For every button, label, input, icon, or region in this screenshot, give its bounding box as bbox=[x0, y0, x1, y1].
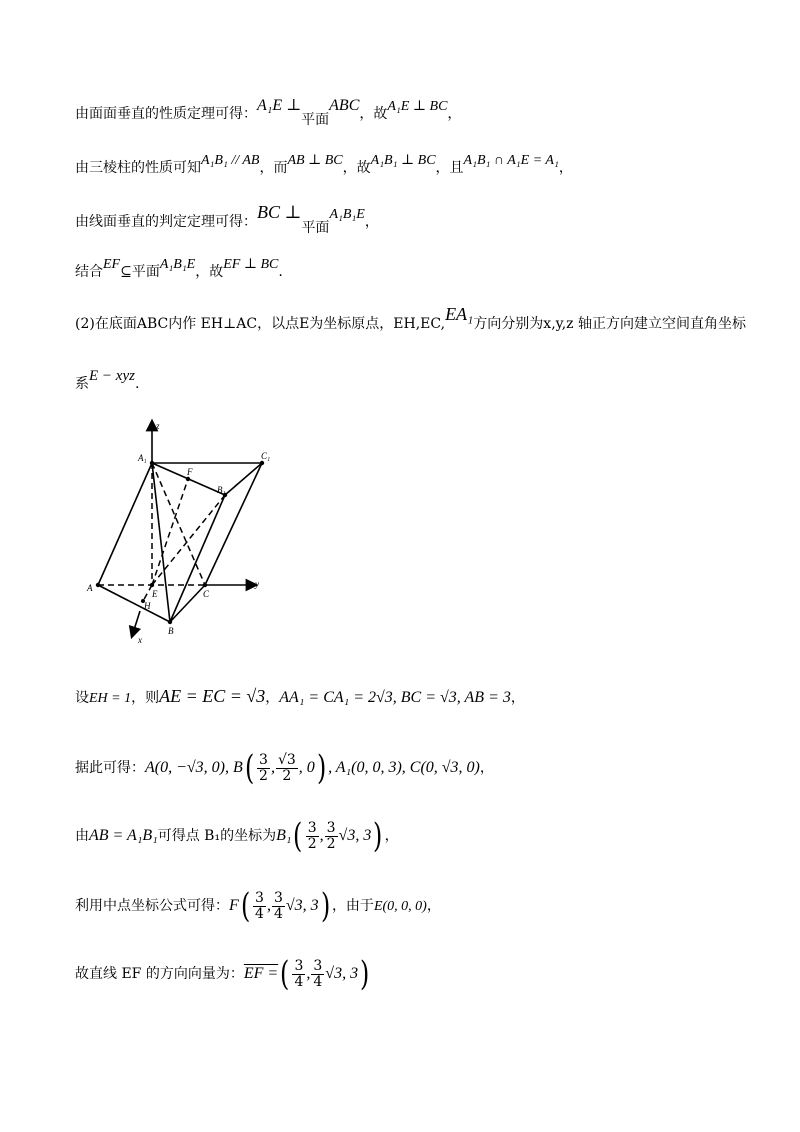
line-2-math-1: A₁B₁ // AB bbox=[201, 153, 260, 168]
line-1-comma: ，故 bbox=[359, 106, 388, 122]
line-8-end: ， bbox=[479, 760, 494, 776]
line-5-tail: 方向分别为x,y,z 轴正方向建立空间直角坐标 bbox=[473, 316, 746, 332]
line-10-math-1: F bbox=[229, 897, 239, 914]
line-6-prefix: 系 bbox=[75, 376, 89, 392]
line-2-prefix: 由三棱柱的性质可知 bbox=[75, 160, 201, 176]
line-11-prefix: 故直线 EF 的方向向量为： bbox=[75, 966, 244, 982]
point-f bbox=[186, 477, 190, 481]
line-5-text: (2)在底面ABC内作 EH⊥AC，以点E为坐标原点，EH,EC, bbox=[75, 316, 446, 332]
line-6-end: . bbox=[134, 376, 140, 392]
text-line-7 bbox=[75, 686, 525, 709]
line-2-end: ， bbox=[558, 160, 573, 176]
line-1-end: ， bbox=[447, 106, 462, 122]
point-a1 bbox=[150, 461, 154, 465]
line-10-prefix: 利用中点坐标公式可得： bbox=[75, 898, 229, 914]
text-line-1 bbox=[75, 97, 462, 128]
line-10-frac-1: $\frac{3}{4}$ bbox=[255, 889, 264, 922]
line-10-math-2: √3, 3 bbox=[285, 897, 319, 914]
line-10-frac-2: $\frac{3}{4}$ bbox=[273, 889, 283, 922]
line-11-math-1: EF = bbox=[243, 965, 279, 982]
point-c1 bbox=[260, 461, 264, 465]
label-c: C bbox=[203, 589, 210, 599]
line-5-math-1: EA₁ bbox=[445, 304, 474, 324]
line-11-math-2: √3, 3 bbox=[325, 965, 359, 982]
line-4-math-1: EF bbox=[103, 257, 121, 272]
line-10-math-3: E(0, 0, 0) bbox=[373, 899, 427, 914]
label-x: x bbox=[138, 635, 142, 645]
text-line-11: 故直线 EF 的方向向量为：EF =( $\frac{3}{4}$ , $\frac{3}{4}$ √3, 3) bbox=[75, 954, 370, 994]
line-2-math-3: A₁B₁ ⊥ BC bbox=[370, 153, 436, 168]
line-3-math-1: BC ⊥ bbox=[257, 202, 302, 222]
line-9-frac-1: $\frac{3}{2}$ bbox=[307, 819, 317, 852]
line-4-math-3: EF ⊥ BC bbox=[223, 257, 279, 272]
line-8-point-a-b: A(0, −√3, 0), B bbox=[145, 759, 243, 776]
line-8-frac-2: $\frac{√3}{2}$ bbox=[277, 751, 296, 784]
label-a1: A₁ bbox=[138, 453, 147, 463]
text-line-5 bbox=[75, 304, 746, 334]
line-2-text-2: ，故 bbox=[342, 160, 371, 176]
point-c bbox=[203, 583, 207, 587]
edge-b1-c1 bbox=[225, 463, 262, 495]
point-a bbox=[96, 583, 100, 587]
label-z: z bbox=[156, 421, 160, 431]
line-9-frac-2: $\frac{3}{2}$ bbox=[326, 819, 336, 852]
line-4-text-2: ，故 bbox=[195, 264, 224, 280]
line-11-frac-1: $\frac{3}{4}$ bbox=[294, 957, 304, 990]
label-b1: B₁ bbox=[217, 485, 226, 495]
point-b bbox=[168, 620, 172, 624]
line-4-math-2: A₁B₁E bbox=[159, 257, 196, 272]
line-9-prefix: 由 bbox=[75, 828, 89, 844]
text-line-9: 由AB = A₁B₁可得点 B₁的坐标为B₁( $\frac{3}{2}$ , $\frac{3}{2}$ √3, 3) ， bbox=[75, 816, 399, 856]
line-1-math-3: A₁E ⊥ BC bbox=[387, 99, 448, 114]
line-9-text-1: 可得点 B₁的坐标为 bbox=[157, 828, 277, 844]
line-9-math-2: B₁ bbox=[276, 827, 292, 844]
line-10-end: ， bbox=[426, 898, 441, 914]
label-y: y bbox=[255, 579, 259, 589]
line-2-math-2: AB ⊥ BC bbox=[287, 153, 343, 168]
line-7-math-3: AA₁ = CA₁ = 2√3 bbox=[279, 689, 393, 706]
line-1-math-2: ABC bbox=[329, 97, 360, 114]
prism-figure bbox=[80, 415, 280, 650]
label-h: H bbox=[144, 601, 151, 611]
line-7-math-4: , BC = √3, AB = 3 bbox=[392, 689, 511, 706]
line-2-math-4: A₁B₁ ∩ A₁E = A₁ bbox=[463, 153, 559, 168]
edge-a-b bbox=[98, 585, 170, 622]
line-8-point-a1-c: , A₁(0, 0, 3), C(0, √3, 0) bbox=[328, 759, 480, 776]
text-line-10: 利用中点坐标公式可得：F( $\frac{3}{4}$ , $\frac{3}{4}$ √3, 3) ，由于E(0, 0, 0)， bbox=[75, 886, 441, 926]
line-7-math-2: AE = EC = √3 bbox=[159, 686, 266, 706]
line-1-plane: 平面 bbox=[301, 112, 330, 128]
line-6-math-1: E − xyz bbox=[89, 368, 135, 384]
line-9-end: ， bbox=[384, 828, 399, 844]
label-c1: C₁ bbox=[261, 451, 271, 461]
edge-a-a1 bbox=[98, 463, 152, 585]
line-7-text-1: ，则 bbox=[131, 690, 160, 706]
line-7-math-1: EH = 1 bbox=[89, 691, 132, 706]
point-e bbox=[150, 583, 154, 587]
line-3-plane: 平面 bbox=[301, 220, 330, 236]
line-1-math-1: A₁E ⊥ bbox=[257, 97, 302, 114]
line-11-frac-2: $\frac{3}{4}$ bbox=[313, 957, 323, 990]
line-3-prefix: 由线面垂直的判定定理可得： bbox=[75, 214, 257, 230]
line-7-prefix: 设 bbox=[75, 690, 89, 706]
label-a: A bbox=[87, 583, 93, 593]
line-4-prefix: 结合 bbox=[75, 264, 103, 280]
line-2-text-1: ，而 bbox=[259, 160, 288, 176]
text-line-8: 据此可得：A(0, −√3, 0), B( $\frac{3}{2}$ , $\frac{√3}{2}$ , 0) , A₁(0, 0, 3), C(0, √3, 0)， bbox=[75, 748, 494, 788]
edge-b-c bbox=[170, 585, 205, 622]
x-axis bbox=[133, 611, 140, 633]
line-8-b-end: , 0 bbox=[298, 759, 315, 776]
text-line-4 bbox=[75, 257, 283, 283]
label-f: F bbox=[187, 467, 193, 477]
text-line-3 bbox=[75, 202, 379, 236]
edge-e-b1-dashed bbox=[152, 495, 225, 585]
line-1-prefix: 由面面垂直的性质定理可得： bbox=[75, 106, 257, 122]
line-4-text-1: ⊆平面 bbox=[120, 264, 160, 280]
edge-c-c1 bbox=[205, 463, 262, 585]
line-4-end: . bbox=[278, 264, 283, 280]
line-9-math-1: AB = A₁B₁ bbox=[89, 827, 158, 844]
edge-a1-c-dashed bbox=[152, 463, 205, 585]
text-line-6 bbox=[75, 368, 140, 394]
line-2-text-3: ，且 bbox=[435, 160, 464, 176]
line-7-text-2: ， bbox=[265, 690, 280, 706]
line-7-end: ， bbox=[510, 690, 525, 706]
label-e: E bbox=[152, 589, 158, 599]
text-line-2 bbox=[75, 153, 573, 179]
line-10-text-1: ，由于 bbox=[331, 898, 374, 914]
line-3-end: ， bbox=[364, 214, 379, 230]
edge-e-h-dashed bbox=[143, 585, 152, 601]
line-3-math-2: A₁B₁E bbox=[329, 207, 365, 222]
line-9-math-3: √3, 3 bbox=[338, 827, 372, 844]
line-8-prefix: 据此可得： bbox=[75, 760, 145, 776]
label-b: B bbox=[168, 626, 174, 636]
line-8-frac-1: $\frac{3}{2}$ bbox=[259, 751, 268, 784]
